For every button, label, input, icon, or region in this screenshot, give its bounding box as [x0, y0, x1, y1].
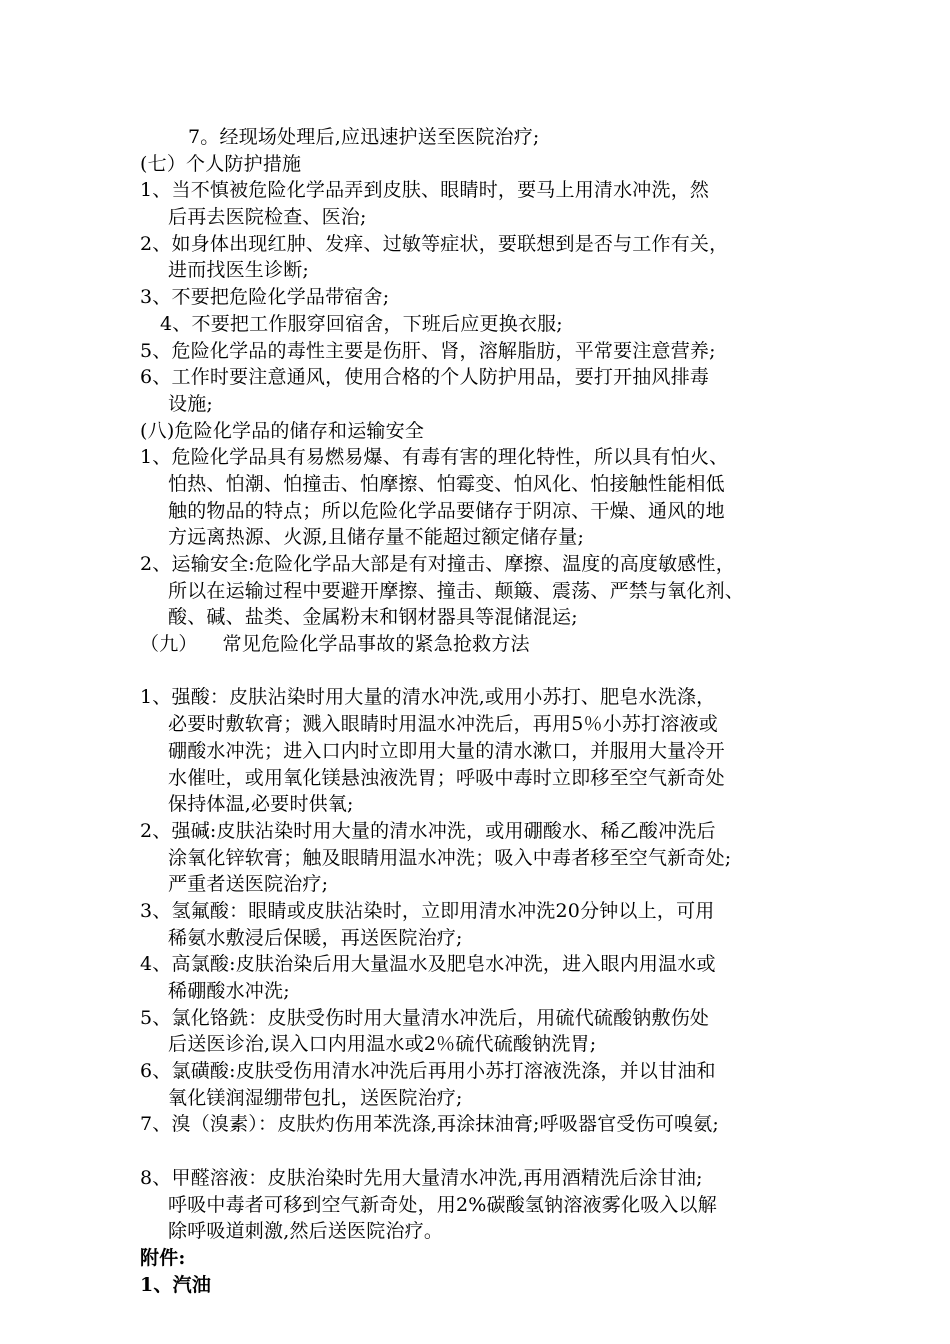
appendix-heading: 附件:: [140, 1246, 186, 1269]
text-line: 后再去医院检查、医治;: [168, 206, 367, 229]
section-heading: (七）个人防护措施: [140, 152, 302, 175]
blank-line: [140, 1138, 835, 1165]
text-line: 进而找医生诊断;: [168, 259, 310, 282]
text-line: 方远离热源、火源,且储存量不能超过额定储存量;: [168, 526, 585, 549]
text-line: 设施;: [168, 392, 214, 415]
text-line: 保持体温,必要时供氧;: [168, 793, 354, 816]
text-line: 严重者送医院治疗;: [168, 873, 329, 896]
text-line: 涂氧化锌软膏；触及眼睛用温水冲洗；吸入中毒者移至空气新奇处;: [168, 846, 732, 869]
section-heading: (八)危险化学品的储存和运输安全: [140, 419, 425, 442]
text-line: 怕热、怕潮、怕撞击、怕摩擦、怕霉变、怕风化、怕接触性能相低: [168, 472, 725, 495]
text-line: 6、氯磺酸:皮肤受伤用清水冲洗后再用小苏打溶液洗涤，并以甘油和: [140, 1060, 716, 1083]
text-line: 水催吐，或用氧化镁悬浊液洗胃；呼吸中毒时立即移至空气新奇处: [168, 766, 725, 789]
appendix-item: 1、汽油: [140, 1273, 212, 1296]
text-line: 5、危险化学品的毒性主要是伤肝、肾，溶解脂肪，平常要注意营养;: [140, 339, 716, 362]
text-line: 1、当不慎被危险化学品弄到皮肤、眼睛时，要马上用清水冲洗，然: [140, 179, 710, 202]
blank-line: [140, 658, 835, 685]
text-line: 7。经现场处理后,应迅速护送至医院治疗;: [188, 126, 540, 148]
text-line: 3、氢氟酸：眼睛或皮肤沾染时，立即用清水冲洗20分钟以上，可用: [140, 899, 715, 922]
text-line: 2、强碱:皮肤沾染时用大量的清水冲洗，或用硼酸水、稀乙酸冲洗后: [140, 819, 716, 842]
text-line: 氧化镁润湿绷带包扎，送医院治疗;: [168, 1086, 463, 1109]
text-line: 后送医诊治,误入口内用温水或2％硫代硫酸钠洗胃;: [168, 1033, 597, 1056]
text-line: 8、甲醛溶液：皮肤治染时先用大量清水冲洗,再用酒精洗后涂甘油;: [140, 1166, 703, 1189]
text-line: 4、高氯酸:皮肤治染后用大量温水及肥皂水冲洗，进入眼内用温水或: [140, 953, 716, 976]
text-line: 1、强酸：皮肤沾染时用大量的清水冲洗,或用小苏打、肥皂水洗涤，: [140, 686, 716, 709]
text-line: 触的物品的特点；所以危险化学品要储存于阴凉、干燥、通风的地: [168, 499, 725, 522]
text-line: 必要时敷软膏；溅入眼睛时用温水冲洗后，再用5％小苏打溶液或: [168, 713, 718, 736]
text-line: 4、不要把工作服穿回宿舍，下班后应更换衣服;: [160, 312, 563, 335]
text-line: 除呼吸道刺激,然后送医院治疗。: [168, 1220, 444, 1243]
text-line: 1、危险化学品具有易燃易爆、有毒有害的理化特性，所以具有怕火、: [140, 446, 729, 469]
text-line: 2、运输安全:危险化学品大部是有对撞击、摩擦、温度的高度敏感性，: [140, 553, 735, 575]
text-line: 7、溴（溴素）：皮肤灼伤用苯洗涤,再涂抹油膏;呼吸器官受伤可嗅氨;: [140, 1113, 720, 1136]
text-line: 稀氨水敷浸后保暖，再送医院治疗;: [168, 926, 463, 949]
text-line: 稀硼酸水冲洗;: [168, 980, 290, 1002]
text-line: 2、如身体出现红肿、发痒、过敏等症状，要联想到是否与工作有关，: [140, 232, 729, 255]
section-heading: （九） 常见危险化学品事故的紧急抢救方法: [140, 633, 530, 656]
text-line: 酸、碱、盐类、金属粉末和钢材器具等混储混运;: [168, 606, 578, 629]
text-line: 硼酸水冲洗；进入口内时立即用大量的清水漱口，并服用大量冷开: [168, 739, 725, 762]
text-line: 5、氯化铬銑：皮肤受伤时用大量清水冲洗后，用硫代硫酸钠敷伤处: [140, 1006, 710, 1029]
text-line: 所以在运输过程中要避开摩擦、撞击、颠簸、震荡、严禁与氧化剂、: [168, 579, 745, 602]
text-line: 6、工作时要注意通风，使用合格的个人防护用品，要打开抽风排毒: [140, 366, 710, 389]
text-line: 呼吸中毒者可移到空气新奇处，用2%碳酸氢钠溶液雾化吸入以解: [168, 1193, 717, 1216]
text-line: 3、不要把危险化学品带宿舍;: [140, 286, 390, 309]
